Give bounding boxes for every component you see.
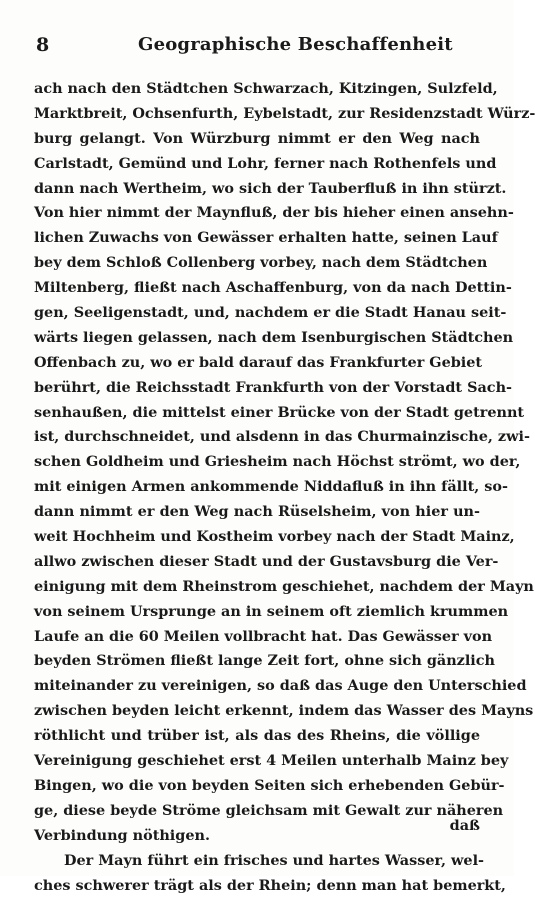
text-line: dann nimmt er den Weg nach Rüselsheim, von hier un- (34, 500, 480, 525)
text-line: Carlstadt, Gemünd und Lohr, ferner nach Rothenfels und (34, 152, 480, 177)
text-line: ches schwerer trägt als der Rhein; denn man hat bemerkt, (34, 874, 480, 898)
text-line: Vereinigung geschiehet erst 4 Meilen unterhalb Mainz bey (34, 749, 480, 774)
text-line: lichen Zuwachs von Gewässer erhalten hatte, seinen Lauf (34, 226, 480, 251)
text-line: ist, durchschneidet, und alsdenn in das Churmainzische, zwi- (34, 425, 480, 450)
text-line: ge, diese beyde Ströme gleichsam mit Gewalt zur näheren (34, 799, 480, 824)
page-number: 8 (36, 34, 49, 56)
text-line: Von hier nimmt der Maynfluß, der bis hieher einen ansehn- (34, 201, 480, 226)
text-line: Offenbach zu, wo er bald darauf das Frankfurter Gebiet (34, 351, 480, 376)
body-text (34, 77, 480, 898)
text-line: miteinander zu vereinigen, so daß das Auge den Unterschied (34, 674, 480, 699)
text-line: mit einigen Armen ankommende Niddafluß in ihn fällt, so- (34, 475, 480, 500)
text-line: Der Mayn führt ein frisches und hartes Wasser, wel- (34, 849, 480, 874)
text-line: allwo zwischen dieser Stadt und der Gustavsburg die Ver- (34, 550, 480, 575)
catchword: daß (450, 817, 480, 834)
text-line: wärts liegen gelassen, nach dem Isenburgischen Städtchen (34, 326, 480, 351)
text-line: burg gelangt. Von Würzburg nimmt er den Weg nach (34, 127, 480, 152)
text-line: Miltenberg, fließt nach Aschaffenburg, von da nach Dettin- (34, 276, 480, 301)
text-line: röthlicht und trüber ist, als das des Rheins, die völlige (34, 724, 480, 749)
text-line: schen Goldheim und Griesheim nach Höchst strömt, wo der, (34, 450, 480, 475)
text-line: einigung mit dem Rheinstrom geschiehet, nachdem der Mayn (34, 575, 480, 600)
text-line: weit Hochheim und Kostheim vorbey nach der Stadt Mainz, (34, 525, 480, 550)
text-line: Verbindung nöthigen. (34, 824, 480, 849)
page-header (36, 34, 476, 64)
text-line: von seinem Ursprunge an in seinem oft ziemlich krummen (34, 600, 480, 625)
text-line: ach nach den Städtchen Schwarzach, Kitzingen, Sulzfeld, (34, 77, 480, 102)
text-line: Laufe an die 60 Meilen vollbracht hat. Das Gewässer von (34, 625, 480, 650)
text-line: bey dem Schloß Collenberg vorbey, nach dem Städtchen (34, 251, 480, 276)
text-line: beyden Strömen fließt lange Zeit fort, ohne sich gänzlich (34, 649, 480, 674)
text-line: dann nach Wertheim, wo sich der Tauberfluß in ihn stürzt. (34, 177, 480, 202)
text-line: Bingen, wo die von beyden Seiten sich erhebenden Gebür- (34, 774, 480, 799)
text-line: senhaußen, die mittelst einer Brücke von der Stadt getrennt (34, 401, 480, 426)
text-line: Marktbreit, Ochsenfurth, Eybelstadt, zur Residenzstadt Würz- (34, 102, 480, 127)
text-line: zwischen beyden leicht erkennt, indem das Wasser des Mayns (34, 699, 480, 724)
running-head: Geographische Beschaffenheit (138, 34, 453, 55)
text-line: berührt, die Reichsstadt Frankfurth von der Vorstadt Sach- (34, 376, 480, 401)
text-line: gen, Seeligenstadt, und, nachdem er die Stadt Hanau seit- (34, 301, 480, 326)
